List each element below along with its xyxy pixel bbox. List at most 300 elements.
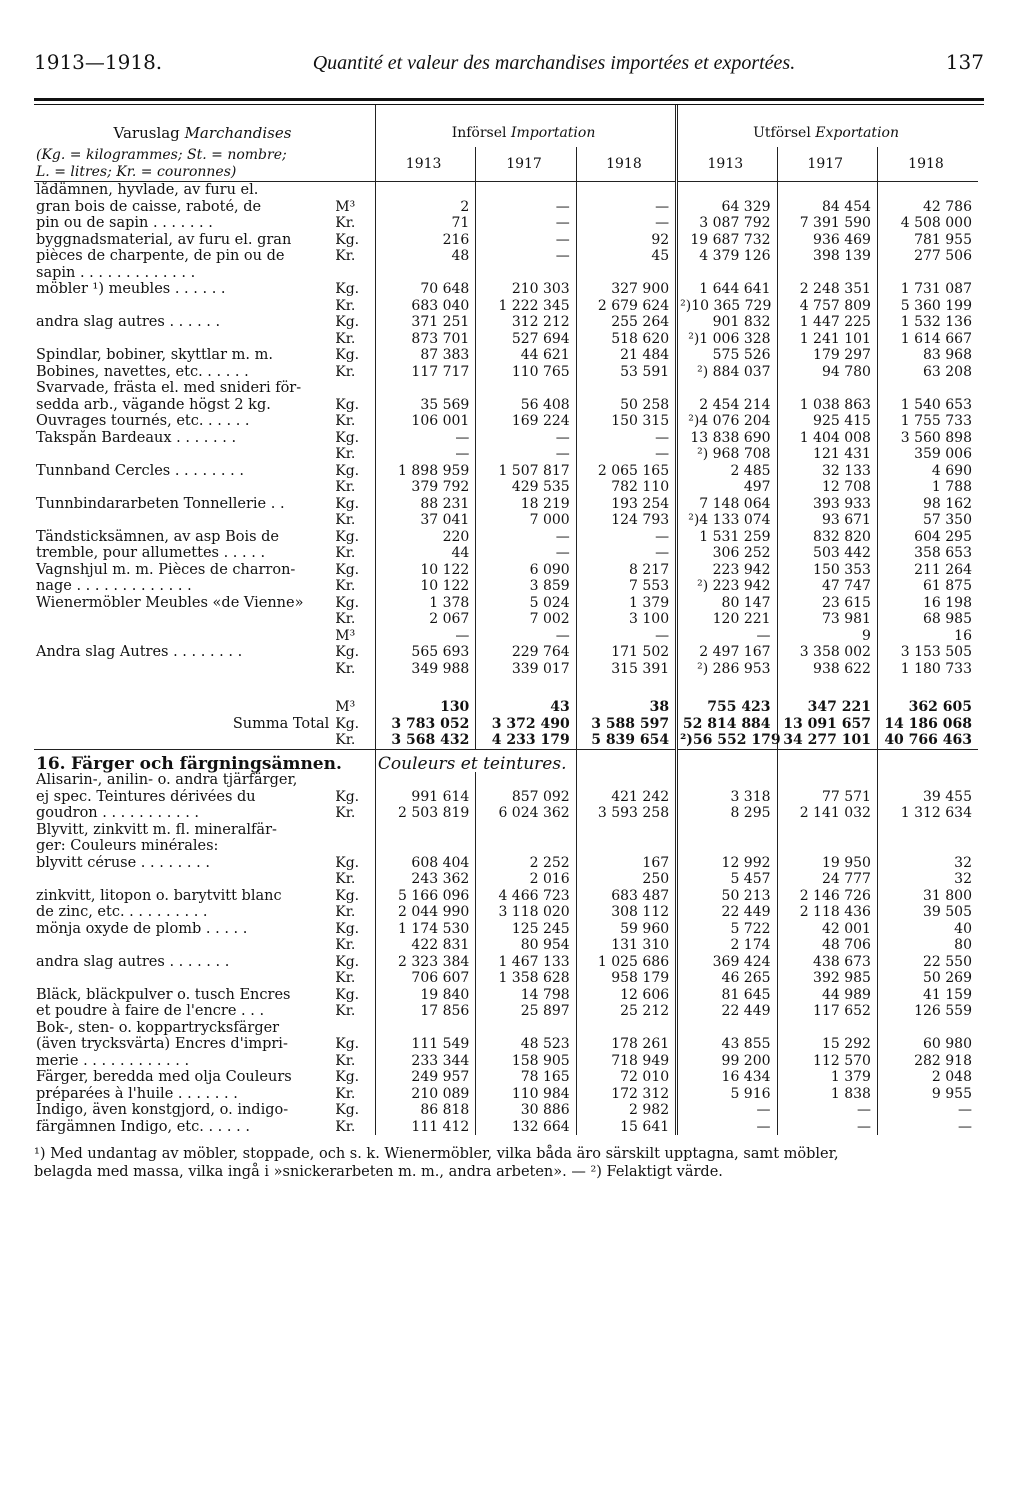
row-unit: Kr. [335, 578, 356, 594]
value-cell: 393 933 [777, 496, 877, 513]
value-cell: 3 153 505 [877, 644, 978, 661]
value-cell [375, 1020, 475, 1037]
row-label: lådämnen, hyvlade, av furu el. [36, 182, 259, 198]
value-cell: 88 231 [375, 496, 475, 513]
value-cell: 44 [375, 545, 475, 562]
value-cell: — [476, 446, 576, 463]
value-cell: 706 607 [375, 970, 475, 987]
value-cell: 21 484 [576, 347, 676, 364]
summa-value: 3 568 432 [375, 732, 475, 749]
value-cell: 358 653 [877, 545, 978, 562]
table-row [34, 182, 978, 199]
value-cell: 93 671 [777, 512, 877, 529]
value-cell: 575 526 [677, 347, 777, 364]
value-cell: ²) 884 037 [677, 364, 777, 381]
row-label: Bok-, sten- o. koppartrycksfärger [36, 1019, 280, 1036]
value-cell: — [576, 446, 676, 463]
value-cell: 22 449 [677, 904, 777, 921]
value-cell: 3 593 258 [576, 805, 676, 822]
table-row [34, 562, 978, 579]
value-cell: 125 245 [476, 921, 576, 938]
value-cell: 220 [375, 529, 475, 546]
value-cell: 857 092 [476, 789, 576, 806]
value-cell: 31 800 [877, 888, 978, 905]
value-cell: 1 838 [777, 1086, 877, 1103]
value-cell: 1 180 733 [877, 661, 978, 678]
summa-value: 52 814 884 [677, 716, 777, 733]
value-cell: 5 457 [677, 871, 777, 888]
value-cell: 120 221 [677, 611, 777, 628]
row-label: Wienermöbler Meubles «de Vienne» [36, 594, 304, 611]
value-cell: ²)4 133 074 [677, 512, 777, 529]
table-row [34, 545, 978, 562]
table-row [34, 397, 978, 414]
table-row [34, 380, 978, 397]
value-cell: 39 455 [877, 789, 978, 806]
value-cell: 683 487 [576, 888, 676, 905]
summa-value: 34 277 101 [777, 732, 877, 749]
row-unit: Kr. [335, 413, 356, 429]
value-cell: 6 090 [476, 562, 576, 579]
row-unit [335, 838, 375, 855]
table-row [34, 331, 978, 348]
value-cell: 518 620 [576, 331, 676, 348]
value-cell: 39 505 [877, 904, 978, 921]
section-16 [34, 749, 978, 772]
row-label: Svarvade, frästa el. med snideri för- [36, 380, 302, 396]
value-cell: 216 [375, 232, 475, 249]
value-cell: 70 648 [375, 281, 475, 298]
value-cell: 4 379 126 [677, 248, 777, 265]
value-cell: 50 213 [677, 888, 777, 905]
value-cell: 5 360 199 [877, 298, 978, 315]
summa-value: 3 783 052 [375, 716, 475, 733]
value-cell: 3 100 [576, 611, 676, 628]
row-label: andra slag autres . . . . . . [36, 314, 221, 330]
value-cell: 233 344 [375, 1053, 475, 1070]
value-cell: 16 [877, 628, 978, 645]
value-cell: 210 089 [375, 1086, 475, 1103]
value-cell: 42 786 [877, 199, 978, 216]
value-cell [677, 822, 777, 839]
row-label: (även trycksvärta) Encres d'impri- [36, 1036, 288, 1052]
value-cell: 223 942 [677, 562, 777, 579]
value-cell: 255 264 [576, 314, 676, 331]
row-label [34, 871, 335, 888]
row-label: Tunnband Cercles . . . . . . . . [36, 462, 244, 479]
table-row [34, 888, 978, 905]
summa-value: 5 839 654 [576, 732, 676, 749]
value-cell [877, 265, 978, 282]
value-cell: 32 [877, 871, 978, 888]
value-cell [677, 380, 777, 397]
value-cell: — [576, 628, 676, 645]
row-label: préparées à l'huile . . . . . . . [36, 1085, 238, 1102]
value-cell: 2 485 [677, 463, 777, 480]
value-cell: 4 690 [877, 463, 978, 480]
value-cell [777, 182, 877, 199]
table-row [34, 838, 978, 855]
value-cell: 111 549 [375, 1036, 475, 1053]
value-cell: 117 717 [375, 364, 475, 381]
value-cell: — [677, 628, 777, 645]
value-cell: 243 362 [375, 871, 475, 888]
units-legend-line1: (Kg. = kilogrammes; St. = nombre; [36, 147, 287, 163]
value-cell: 2 [375, 199, 475, 216]
row-unit: Kg. [335, 396, 360, 413]
value-cell: 80 954 [476, 937, 576, 954]
row-unit: Kr. [335, 805, 356, 821]
summa-value: 3 372 490 [476, 716, 576, 733]
row-unit: Kr. [335, 215, 356, 231]
value-cell: 57 350 [877, 512, 978, 529]
row-label: merie . . . . . . . . . . . . [36, 1052, 190, 1069]
value-cell: 23 615 [777, 595, 877, 612]
table-row [34, 529, 978, 546]
summa-value: 14 186 068 [877, 716, 978, 733]
document-page [34, 50, 984, 1181]
row-label: sedda arb., vägande högst 2 kg. [36, 396, 271, 413]
value-cell: — [576, 199, 676, 216]
table-row [34, 232, 978, 249]
trade-table [34, 105, 978, 1135]
value-cell: 991 614 [375, 789, 475, 806]
section-heading-row [34, 749, 978, 772]
value-cell: 1 731 087 [877, 281, 978, 298]
value-cell: 78 165 [476, 1069, 576, 1086]
value-cell [777, 838, 877, 855]
row-unit: Kr. [335, 871, 356, 887]
table-row [34, 1053, 978, 1070]
value-cell: 5 166 096 [375, 888, 475, 905]
row-unit: Kr. [335, 970, 356, 986]
value-cell: — [476, 215, 576, 232]
value-cell: 32 133 [777, 463, 877, 480]
value-cell [476, 822, 576, 839]
header-years: 1913—1918. [34, 50, 163, 74]
value-cell: 371 251 [375, 314, 475, 331]
summa-value: 347 221 [777, 699, 877, 716]
value-cell: 80 147 [677, 595, 777, 612]
table-row [34, 871, 978, 888]
value-cell: 48 [375, 248, 475, 265]
value-cell: 46 265 [677, 970, 777, 987]
value-cell: 25 212 [576, 1003, 676, 1020]
row-label: et poudre à faire de l'encre . . . [36, 1003, 265, 1019]
row-unit: M³ [335, 627, 356, 644]
row-label: ej spec. Teintures dérivées du [36, 788, 256, 805]
table-row [34, 1069, 978, 1086]
value-cell: 1 644 641 [677, 281, 777, 298]
value-cell: 9 955 [877, 1086, 978, 1103]
value-cell: 1 174 530 [375, 921, 475, 938]
row-label: andra slag autres . . . . . . . [36, 953, 230, 970]
value-cell: 158 905 [476, 1053, 576, 1070]
value-cell: 131 310 [576, 937, 676, 954]
import-fr: Importation [510, 124, 596, 141]
row-unit: Kg. [335, 561, 360, 578]
table-row [34, 772, 978, 789]
table-body-colors [34, 772, 978, 1135]
row-unit: Kg. [335, 1069, 360, 1085]
summa-value: 755 423 [677, 699, 777, 716]
table-row [34, 805, 978, 822]
value-cell: 40 [877, 921, 978, 938]
value-cell: 24 777 [777, 871, 877, 888]
col-header-goods-sv: Varuslag [113, 123, 180, 142]
summa-row [34, 699, 978, 716]
value-cell: 63 208 [877, 364, 978, 381]
row-label [34, 937, 335, 954]
row-label: Alisarin-, anilin- o. andra tjärfärger, [36, 772, 298, 788]
value-cell: 13 838 690 [677, 430, 777, 447]
table-row [34, 661, 978, 678]
value-cell: 1 467 133 [476, 954, 576, 971]
col-header-import [375, 105, 676, 147]
value-cell: 312 212 [476, 314, 576, 331]
row-unit: Kr. [335, 479, 356, 495]
summa-value: 40 766 463 [877, 732, 978, 749]
value-cell: 1 379 [576, 595, 676, 612]
table-row [34, 199, 978, 216]
row-label [34, 479, 335, 496]
row-unit: Kr. [335, 1003, 356, 1019]
year-header: 1918 [877, 147, 978, 182]
value-cell: 59 960 [576, 921, 676, 938]
row-label [34, 970, 335, 987]
value-cell: 392 985 [777, 970, 877, 987]
summa-value: ²)56 552 179 [677, 732, 777, 749]
value-cell: 398 139 [777, 248, 877, 265]
row-unit: Kg. [335, 887, 360, 904]
value-cell: 126 559 [877, 1003, 978, 1020]
value-cell: 958 179 [576, 970, 676, 987]
row-label: nage . . . . . . . . . . . . . [36, 578, 192, 594]
value-cell [576, 265, 676, 282]
table-row [34, 347, 978, 364]
value-cell: 781 955 [877, 232, 978, 249]
table-row [34, 248, 978, 265]
value-cell [375, 182, 475, 199]
value-cell [877, 772, 978, 789]
value-cell: 438 673 [777, 954, 877, 971]
summa-label [34, 699, 335, 716]
value-cell: 10 122 [375, 578, 475, 595]
row-unit: Kr. [335, 330, 356, 347]
value-cell: 497 [677, 479, 777, 496]
row-label: pièces de charpente, de pin ou de [36, 248, 285, 264]
value-cell: 80 [877, 937, 978, 954]
table-row [34, 479, 978, 496]
section-number: 16. [36, 753, 66, 774]
row-label: gran bois de caisse, raboté, de [36, 198, 262, 215]
value-cell: 60 980 [877, 1036, 978, 1053]
value-cell: — [576, 545, 676, 562]
value-cell: 112 570 [777, 1053, 877, 1070]
value-cell: 7 148 064 [677, 496, 777, 513]
value-cell: ²)1 006 328 [677, 331, 777, 348]
col-header-goods-fr: Marchandises [184, 123, 292, 142]
row-unit: Kg. [335, 986, 360, 1003]
table-row [34, 446, 978, 463]
row-unit: Kg. [335, 788, 360, 805]
value-cell: 250 [576, 871, 676, 888]
value-cell: 1 241 101 [777, 331, 877, 348]
value-cell: 10 122 [375, 562, 475, 579]
value-cell: 73 981 [777, 611, 877, 628]
row-label: Blyvitt, zinkvitt m. fl. mineralfär- [36, 821, 277, 838]
value-cell [476, 772, 576, 789]
value-cell: 1 404 008 [777, 430, 877, 447]
value-cell: 249 957 [375, 1069, 475, 1086]
value-cell [375, 380, 475, 397]
value-cell: 14 798 [476, 987, 576, 1004]
value-cell: — [576, 215, 676, 232]
year-header: 1917 [476, 147, 576, 182]
value-cell: — [476, 248, 576, 265]
value-cell: 1 379 [777, 1069, 877, 1086]
value-cell: 30 886 [476, 1102, 576, 1119]
row-unit: Kr. [335, 545, 356, 561]
value-cell: 37 041 [375, 512, 475, 529]
section-title-fr: Couleurs et teintures. [375, 749, 576, 772]
row-label: möbler ¹) meubles . . . . . . [36, 281, 226, 297]
row-unit: Kr. [335, 248, 356, 264]
table-row [34, 1036, 978, 1053]
table-row [34, 1102, 978, 1119]
table-row [34, 904, 978, 921]
value-cell: 565 693 [375, 644, 475, 661]
value-cell [877, 182, 978, 199]
value-cell: 2 454 214 [677, 397, 777, 414]
col-header-goods [34, 105, 375, 147]
value-cell [476, 182, 576, 199]
value-cell: — [476, 529, 576, 546]
value-cell [777, 822, 877, 839]
value-cell: 925 415 [777, 413, 877, 430]
value-cell [576, 380, 676, 397]
value-cell: 1 038 863 [777, 397, 877, 414]
row-unit: Kg. [335, 854, 360, 871]
value-cell: 2 323 384 [375, 954, 475, 971]
table-row [34, 281, 978, 298]
value-cell: 9 [777, 628, 877, 645]
table-row [34, 1086, 978, 1103]
value-cell: 1 540 653 [877, 397, 978, 414]
value-cell: 22 449 [677, 1003, 777, 1020]
value-cell: 5 024 [476, 595, 576, 612]
value-cell: 44 621 [476, 347, 576, 364]
value-cell: 2 044 990 [375, 904, 475, 921]
value-cell: 172 312 [576, 1086, 676, 1103]
value-cell: 359 006 [877, 446, 978, 463]
row-label [34, 446, 335, 463]
value-cell: 68 985 [877, 611, 978, 628]
value-cell: 901 832 [677, 314, 777, 331]
summa-value: 43 [476, 699, 576, 716]
row-unit: Kg. [335, 347, 360, 363]
value-cell: — [576, 529, 676, 546]
row-unit: Kg. [335, 1102, 360, 1118]
value-cell: 2 118 436 [777, 904, 877, 921]
row-unit [335, 265, 375, 282]
value-cell: 16 198 [877, 595, 978, 612]
value-cell: 86 818 [375, 1102, 475, 1119]
row-unit: Kr. [335, 1085, 356, 1102]
value-cell [576, 822, 676, 839]
table-row [34, 430, 978, 447]
value-cell: 1 788 [877, 479, 978, 496]
value-cell: 81 645 [677, 987, 777, 1004]
row-unit: Kr. [335, 363, 356, 380]
row-label: ger: Couleurs minérales: [36, 838, 219, 854]
row-unit: Kg. [335, 715, 360, 732]
value-cell [677, 182, 777, 199]
value-cell [677, 772, 777, 789]
units-legend [34, 147, 375, 182]
value-cell: 19 687 732 [677, 232, 777, 249]
row-unit: Kg. [335, 528, 360, 545]
row-unit: Kr. [335, 1052, 356, 1069]
value-cell: 47 747 [777, 578, 877, 595]
value-cell: 873 701 [375, 331, 475, 348]
section-title-sv: Färger och färgningsämnen. [70, 753, 342, 774]
value-cell: 683 040 [375, 298, 475, 315]
value-cell: 4 757 809 [777, 298, 877, 315]
header-title: Quantité et valeur des marchandises importées et exportées. [312, 52, 796, 74]
value-cell: 179 297 [777, 347, 877, 364]
row-unit: Kr. [335, 660, 356, 677]
value-cell: 19 950 [777, 855, 877, 872]
value-cell: 1 447 225 [777, 314, 877, 331]
value-cell: 7 002 [476, 611, 576, 628]
value-cell [375, 822, 475, 839]
value-cell: — [576, 430, 676, 447]
table-row [34, 611, 978, 628]
value-cell [375, 772, 475, 789]
value-cell: 3 118 020 [476, 904, 576, 921]
table-row [34, 364, 978, 381]
page-number: 137 [945, 50, 984, 74]
row-label [34, 298, 335, 315]
value-cell: 98 162 [877, 496, 978, 513]
table-row [34, 413, 978, 430]
value-cell: 72 010 [576, 1069, 676, 1086]
value-cell: 306 252 [677, 545, 777, 562]
value-cell: 1 898 959 [375, 463, 475, 480]
row-unit [335, 182, 375, 199]
value-cell [576, 182, 676, 199]
summa-value: 362 605 [877, 699, 978, 716]
value-cell: 35 569 [375, 397, 475, 414]
summa-value: 4 233 179 [476, 732, 576, 749]
row-unit: Kg. [335, 953, 360, 970]
summa-label: Summa Total [232, 715, 330, 732]
value-cell: 64 329 [677, 199, 777, 216]
value-cell: 1 358 628 [476, 970, 576, 987]
value-cell: 19 840 [375, 987, 475, 1004]
table-row [34, 512, 978, 529]
value-cell: 2 174 [677, 937, 777, 954]
export-fr: Exportation [815, 124, 899, 141]
value-cell: 1 531 259 [677, 529, 777, 546]
value-cell: 308 112 [576, 904, 676, 921]
value-cell [576, 1020, 676, 1037]
value-cell: 12 992 [677, 855, 777, 872]
year-header: 1913 [677, 147, 777, 182]
table-row [34, 970, 978, 987]
value-cell: — [375, 446, 475, 463]
